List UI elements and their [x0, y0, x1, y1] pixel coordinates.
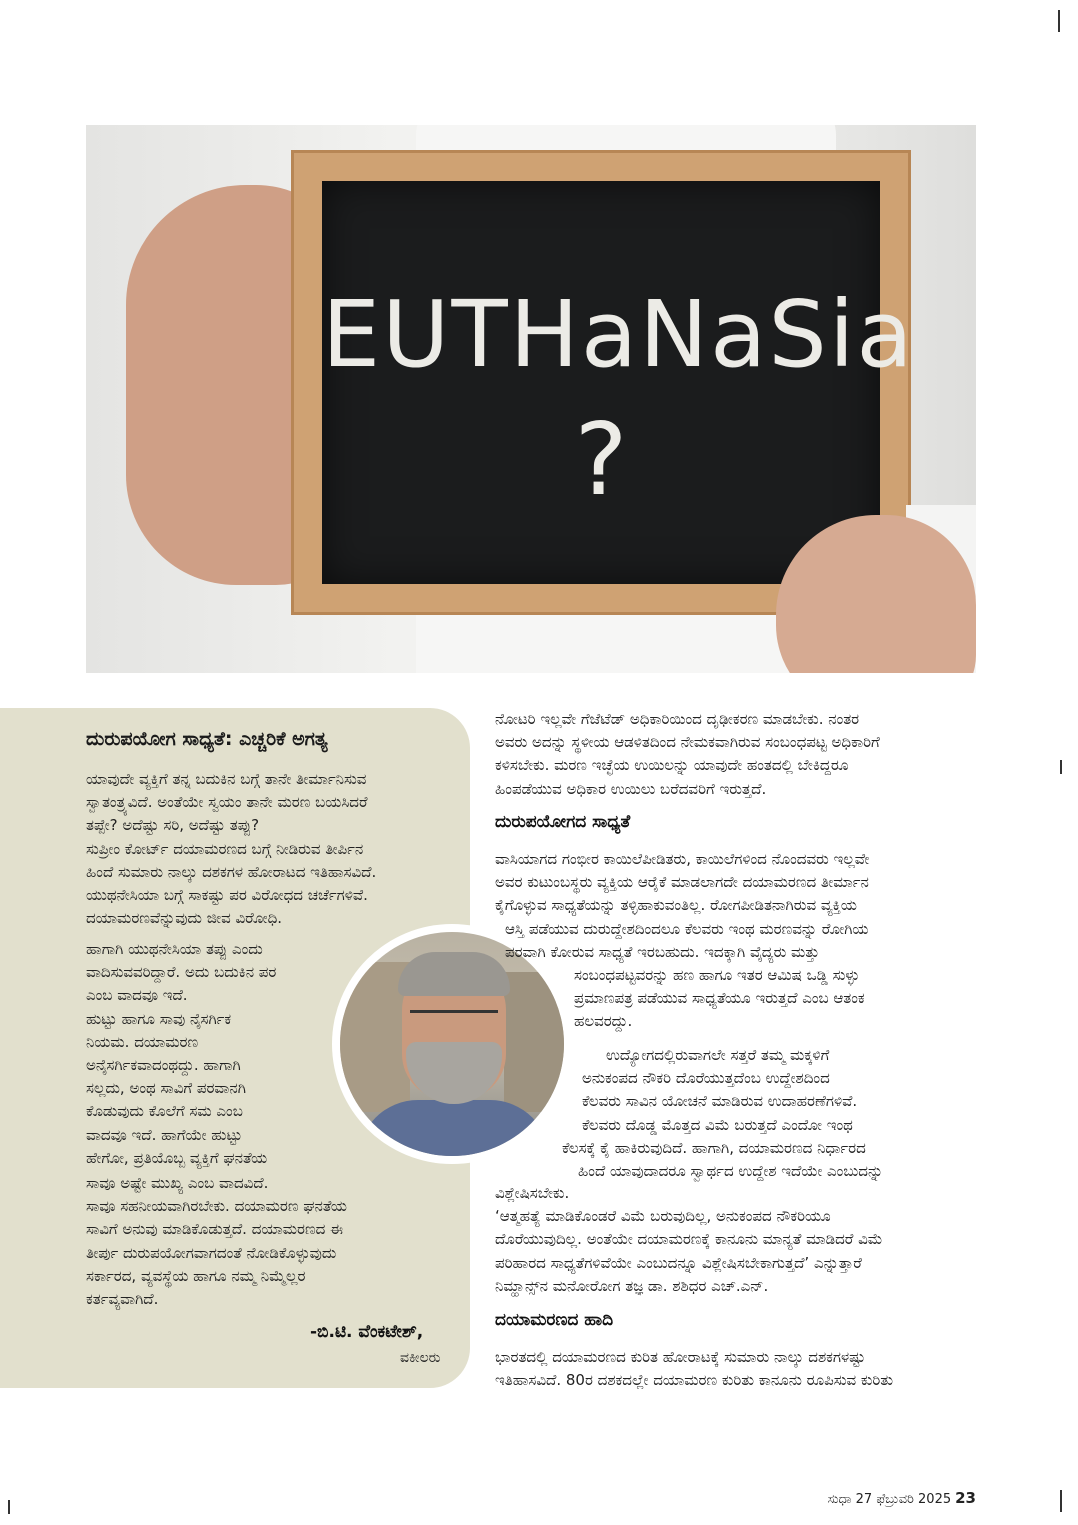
article-line: ಸಂಬಂಧಪಟ್ಟವರನ್ನು ಹಣ ಹಾಗೂ ಇತರ ಆಮಿಷ ಒಡ್ಡಿ ಸುಳ್ಳು: [574, 966, 860, 984]
article-intro: [495, 708, 977, 801]
article-line: ನಿಮ್ಹಾನ್ಸ್‌ನ ಮನೋರೋಗ ತಜ್ಞ ಡಾ. ಶಶಿಧರ ಎಚ್.ಎನ್.: [495, 1276, 769, 1295]
article-line: ಹಲವರದ್ದು.: [574, 1012, 633, 1031]
sidebar-text-bottom: [86, 1172, 458, 1311]
portrait-building: [504, 972, 564, 1112]
sidebar-line: ವಾದವೂ ಇದೆ. ಹಾಗೆಯೇ ಹುಟ್ಟು: [86, 1125, 243, 1144]
section-heading: ದಯಾಮರಣದ ಹಾದಿ: [495, 1310, 614, 1330]
article-section-1e: [562, 1137, 977, 1183]
sidebar-line: ಯುಥನೇಸಿಯಾ ಬಗ್ಗೆ ಸಾಕಷ್ಟು ಪರ ವಿರೋಧದ ಚರ್ಚೆಗಳಿವೆ.: [86, 886, 368, 905]
chalkboard: [322, 181, 915, 584]
article-line: ಆಸ್ತಿ ಪಡೆಯುವ ದುರುದ್ದೇಶದಿಂದಲೂ ಕೆಲವರು ಇಂಥ ಮರಣವನ್ನು ರೋಗಿಯ: [505, 919, 869, 938]
sidebar-text-narrow: [86, 938, 340, 1170]
crop-mark: [1060, 1490, 1062, 1512]
article-section-1d: [582, 1044, 977, 1137]
portrait-shirt: [358, 1100, 550, 1156]
article-line: ಉದ್ಯೋಗದಲ್ಲಿರುವಾಗಲೇ ಸತ್ತರೆ ತಮ್ಮ ಮಕ್ಕಳಿಗೆ: [606, 1046, 830, 1064]
sidebar-line: ನಿಯಮ. ದಯಾಮರಣ: [86, 1032, 199, 1051]
crop-mark: [1058, 10, 1060, 32]
sidebar-line: ದಯಾಮರಣವೆನ್ನುವುದು ಜೀವ ವಿರೋಧಿ.: [86, 909, 283, 928]
article-line: ಕಳಿಸಬೇಕು. ಮರಣ ಇಚ್ಛೆಯ ಉಯಿಲನ್ನು ಯಾವುದೇ ಹಂತದಲ್ಲಿ ಬೇಕಿದ್ದರೂ: [495, 756, 849, 775]
crop-mark: [8, 1500, 10, 1514]
sidebar-line: ಹಾಗಾಗಿ ಯುಥನೇಸಿಯಾ ತಪ್ಪು ಎಂದು: [86, 940, 263, 958]
hero-photo: [86, 125, 976, 673]
portrait-beard: [406, 1042, 502, 1104]
portrait-hair: [398, 952, 510, 996]
sidebar-line: ಸರ್ಕಾರದ, ವ್ಯವಸ್ಥೆಯ ಹಾಗೂ ನಮ್ಮ ನಿಮ್ಮೆಲ್ಲರ: [86, 1266, 306, 1285]
sidebar-line: ಕರ್ತವ್ಯವಾಗಿದೆ.: [86, 1290, 159, 1309]
article-line: ಹಿಂದೆ ಯಾವುದಾದರೂ ಸ್ವಾರ್ಥದ ಉದ್ದೇಶ ಇದೆಯೇ ಎಂಬುದನ್ನು: [578, 1162, 884, 1180]
sidebar-line: ಹುಟ್ಟು ಹಾಗೂ ಸಾವು ನೈಸರ್ಗಿಕ: [86, 1009, 232, 1028]
signature-role: ವಕೀಲರು: [400, 1350, 441, 1366]
article-line: ಅನುಕಂಪದ ನೌಕರಿ ದೊರೆಯುತ್ತದೆಂಬ ಉದ್ದೇಶದಿಂದ: [582, 1069, 830, 1088]
article-line: ಭಾರತದಲ್ಲಿ ದಯಾಮರಣದ ಕುರಿತ ಹೋರಾಟಕ್ಕೆ ಸುಮಾರು ನಾಲ್ಕು ದಶಕಗಳಷ್ಟು: [495, 1348, 866, 1366]
sidebar-line: ಸಲ್ಲದು, ಅಂಥ ಸಾವಿಗೆ ಪರವಾನಗಿ: [86, 1079, 246, 1098]
sidebar-line: ವಾದಿಸುವವರಿದ್ದಾರೆ. ಅದು ಬದುಕಿನ ಪರ: [86, 963, 277, 982]
signature-name: -ಬಿ.ಟಿ. ವೆಂಕಟೇಶ್,: [310, 1322, 424, 1342]
article-line: ಕೈಗೊಳ್ಳುವ ಸಾಧ್ಯತೆಯನ್ನು ತಳ್ಳಿಹಾಕುವಂತಿಲ್ಲ. ರೋಗಪೀಡಿತನಾಗಿರುವ ವ್ಯಕ್ತಿಯ: [495, 896, 857, 915]
sidebar-line: ಯಾವುದೇ ವ್ಯಕ್ತಿಗೆ ತನ್ನ ಬದುಕಿನ ಬಗ್ಗೆ ತಾನೇ ತೀರ್ಮಾನಿಸುವ: [86, 770, 367, 788]
sidebar-line: ತೀರ್ಪು ದುರುಪಯೋಗವಾಗದಂತೆ ನೋಡಿಕೊಳ್ಳುವುದು: [86, 1243, 337, 1262]
sidebar-line: ಸಾವೂ ಸಹನೀಯವಾಗಿರಬೇಕು. ದಯಾಮರಣ ಘನತೆಯ: [86, 1197, 347, 1216]
portrait-glasses: [410, 1010, 498, 1030]
magazine-issue: ಸುಧಾ 27 ಫೆಬ್ರುವರಿ 2025: [827, 1492, 952, 1507]
sidebar-line: ಕೊಡುವುದು ಕೊಲೆಗೆ ಸಮ ಎಂಬ: [86, 1102, 243, 1121]
sidebar-line: ಸಾವೂ ಅಷ್ಟೇ ಮುಖ್ಯ ಎಂಬ ವಾದವಿದೆ.: [86, 1174, 269, 1192]
section-heading: ದುರುಪಯೋಗದ ಸಾಧ್ಯತೆ: [495, 812, 631, 832]
article-line: ಪರಿಹಾರದ ಸಾಧ್ಯತೆಗಳಿವೆಯೇ ಎಂಬುದನ್ನೂ ವಿಶ್ಲೇಷಿಸಬೇಕಾಗುತ್ತದೆ’ ಎನ್ನುತ್ತಾರೆ: [495, 1253, 862, 1272]
page-footer: [828, 1489, 977, 1507]
article-line: ಕೆಲವರು ಸಾವಿನ ಯೋಚನೆ ಮಾಡಿರುವ ಉದಾಹರಣೆಗಳಿವೆ.: [582, 1092, 858, 1111]
article-line: ವಾಸಿಯಾಗದ ಗಂಭೀರ ಕಾಯಿಲೆಪೀಡಿತರು, ಕಾಯಿಲೆಗಳಿಂದ ನೊಂದವರು ಇಲ್ಲವೇ: [495, 850, 870, 868]
article-line: ಅವರ ಕುಟುಂಬಸ್ಥರು ವ್ಯಕ್ತಿಯ ಆರೈಕೆ ಮಾಡಲಾಗದೇ ದಯಾಮರಣದ ತೀರ್ಮಾನ: [495, 873, 869, 892]
article-line: ಪರವಾಗಿ ಕೋರುವ ಸಾಧ್ಯತೆ ಇರಬಹುದು. ಇದಕ್ಕಾಗಿ ವೈದ್ಯರು ಮತ್ತು: [505, 942, 820, 961]
article-section-1f: [495, 1182, 977, 1298]
sidebar-line: ಹೇಗೋ, ಪ್ರತಿಯೊಬ್ಬ ವ್ಯಕ್ತಿಗೆ ಘನತೆಯ: [86, 1148, 268, 1167]
crop-mark: [1060, 760, 1062, 774]
portrait-photo: [340, 932, 564, 1156]
sidebar-line: ಅನೈಸರ್ಗಿಕವಾದಂಥದ್ದು. ಹಾಗಾಗಿ: [86, 1056, 241, 1075]
article-line: ಕೆಲವರು ದೊಡ್ಡ ಮೊತ್ತದ ವಿಮೆ ಬರುತ್ತದೆ ಎಂದೋ ಇಂಥ: [582, 1115, 853, 1134]
sidebar-line: ತಪ್ಪೇ? ಅದೆಷ್ಟು ಸರಿ, ಅದೆಷ್ಟು ತಪ್ಪು?: [86, 816, 260, 835]
article-section-1c: [574, 964, 977, 1034]
article-line: ಕೆಲಸಕ್ಕೆ ಕೈ ಹಾಕಿರುವುದಿದೆ. ಹಾಗಾಗಿ, ದಯಾಮರಣದ ನಿರ್ಧಾರದ: [562, 1138, 866, 1157]
sidebar-line: ಎಂಬ ವಾದವೂ ಇದೆ.: [86, 986, 188, 1005]
sidebar-line: ಸ್ವಾತಂತ್ರ್ಯವಿದೆ. ಅಂತೆಯೇ ಸ್ವಯಂ ತಾನೇ ಮರಣ ಬಯಸಿದರೆ: [86, 793, 368, 812]
article-line: ದೊರೆಯುವುದಿಲ್ಲ. ಅಂತೆಯೇ ದಯಾಮರಣಕ್ಕೆ ಕಾನೂನು ಮಾನ್ಯತೆ ಮಾಡಿದರೆ ವಿಮೆ: [495, 1230, 883, 1249]
page-number: 23: [955, 1489, 976, 1507]
article-line: ಹಿಂಪಡೆಯುವ ಅಧಿಕಾರ ಉಯಿಲು ಬರೆದವರಿಗೆ ಇರುತ್ತದೆ.: [495, 779, 767, 798]
chalkboard-question-mark: ?: [574, 401, 628, 518]
article-section-1a: [495, 848, 977, 918]
article-line: ಇತಿಹಾಸವಿದೆ. 80ರ ದಶಕದಲ್ಲೇ ದಯಾಮರಣ ಕುರಿತು ಕಾನೂನು ರೂಪಿಸುವ ಕುರಿತು: [495, 1371, 894, 1390]
article-line: ವಿಶ್ಲೇಷಿಸಬೇಕು.: [495, 1184, 570, 1202]
article-line: ಅವರು ಅದನ್ನು ಸ್ಥಳೀಯ ಆಡಳಿತದಿಂದ ನೇಮಕವಾಗಿರುವ ಸಂಬಂಧಪಟ್ಟ ಅಧಿಕಾರಿಗೆ: [495, 733, 880, 752]
article-line: ನೋಟರಿ ಇಲ್ಲವೇ ಗೆಜೆಟೆಡ್ ಅಧಿಕಾರಿಯಿಂದ ದೃಢೀಕರಣ ಮಾಡಬೇಕು. ನಂತರ: [495, 710, 860, 728]
sidebar-text-wide: [86, 768, 458, 930]
sidebar-line: ಸಾವಿಗೆ ಅನುವು ಮಾಡಿಕೊಡುತ್ತದೆ. ದಯಾಮರಣದ ಈ: [86, 1220, 344, 1239]
article-line: ಪ್ರಮಾಣಪತ್ರ ಪಡೆಯುವ ಸಾಧ್ಯತೆಯೂ ಇರುತ್ತದೆ ಎಂಬ ಆತಂಕ: [574, 989, 865, 1008]
article-line: ‘ಆತ್ಮಹತ್ಯೆ ಮಾಡಿಕೊಂಡರೆ ವಿಮೆ ಬರುವುದಿಲ್ಲ, ಅನುಕಂಪದ ನೌಕರಿಯೂ: [495, 1207, 831, 1226]
sidebar-title: ದುರುಪಯೋಗ ಸಾಧ್ಯತೆ: ಎಚ್ಚರಿಕೆ ಅಗತ್ಯ: [86, 728, 328, 750]
sidebar-line: ಹಿಂದೆ ಸುಮಾರು ನಾಲ್ಕು ದಶಕಗಳ ಹೋರಾಟದ ಇತಿಹಾಸವಿದೆ.: [86, 862, 377, 881]
sidebar-line: ಸುಪ್ರೀಂ ಕೋರ್ಟ್ ದಯಾಮರಣದ ಬಗ್ಗೆ ನೀಡಿರುವ ತೀರ್ಪಿನ: [86, 839, 364, 858]
chalkboard-word: EUTHaNaSia: [322, 281, 915, 388]
article-section-2: [495, 1346, 977, 1392]
article-section-1b: [505, 918, 977, 964]
